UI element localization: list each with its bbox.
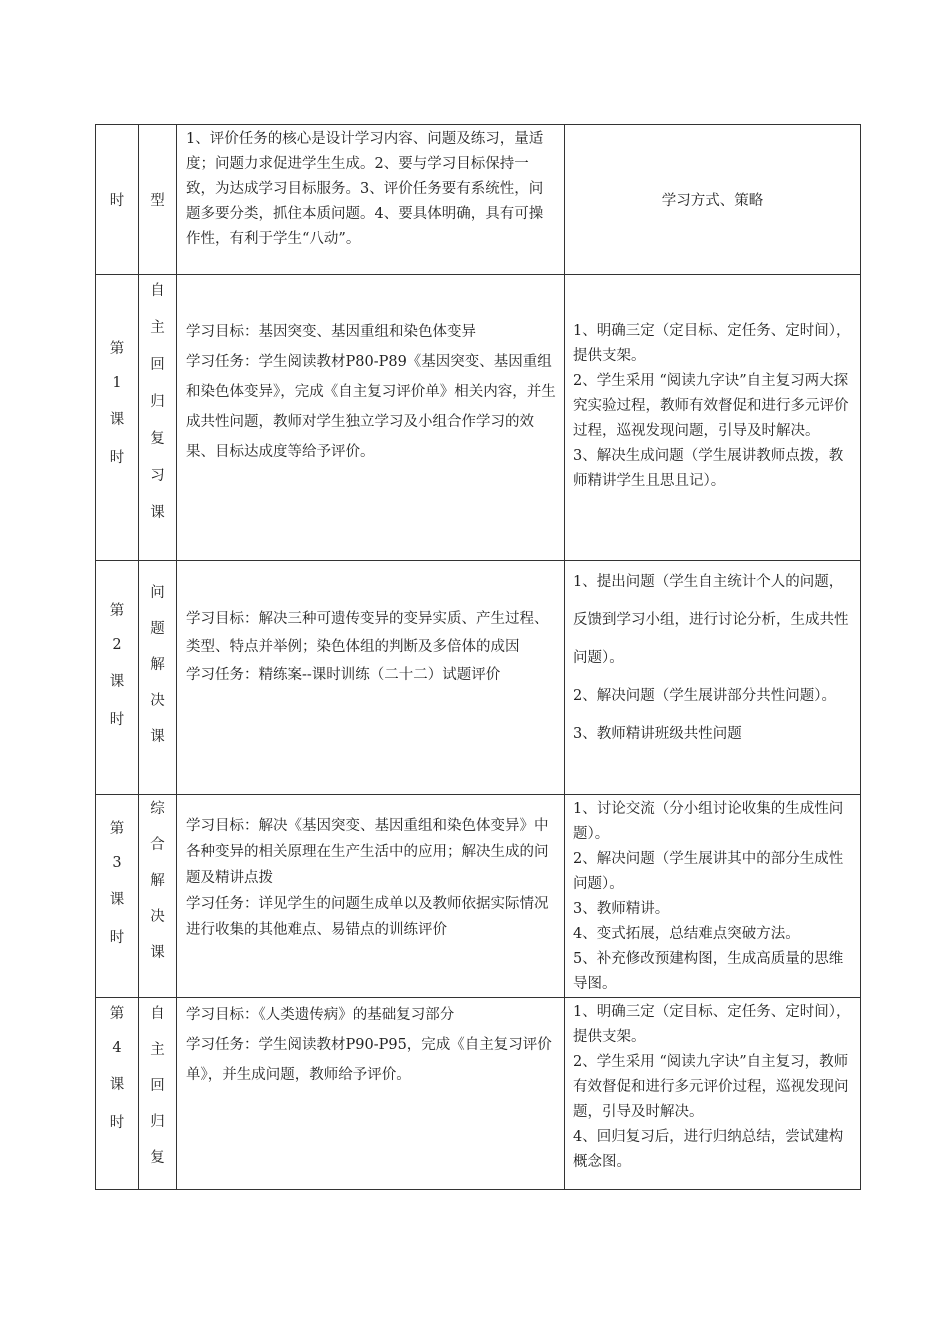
content-cell: 学习目标：解决《基因突变、基因重组和染色体变异》中各种变异的相关原理在生产生活中的应用；解决生成的问题及精讲点拨 学习任务：详见学生的问题生成单以及教师依据实际情况进行收集的其他难点、易错点的训练评价 [177,795,565,998]
header-period: 时 [96,125,139,275]
content-cell: 学习目标：基因突变、基因重组和染色体变异 学习任务：学生阅读教材P80-P89《基因突变、基因重组和染色体变异》，完成《自主复习评价单》相关内容，并生成共性问题，教师对学生独立学习及小组合作学习的效果、目标达成度等给予评价。 [177,275,565,561]
type-cell: 问 题 解 决 课 [139,561,177,795]
strategy-cell: 1、明确三定（定目标、定任务、定时间），提供支架。 2、学生采用 “阅读九字诀”自主复习两大探究实验过程，教师有效督促和进行多元评价过程，巡视发现问题，引导及时解决。 3、解决生成问题（学生展讲教师点拨，教师精讲学生且思且记）。 [565,275,861,561]
header-strategy: 学习方式、策略 [565,125,861,275]
content-cell: 学习目标：《人类遗传病》的基础复习部分 学习任务：学生阅读教材P90-P95，完成《自主复习评价单》，并生成问题，教师给予评价。 [177,998,565,1190]
type-cell: 自 主 回 归 复 习 课 [139,275,177,561]
lesson-row-2 [96,561,861,795]
lesson-row-4 [96,998,861,1190]
period-cell: 第 3 课 时 [96,795,139,998]
header-evaluation-note: 1、评价任务的核心是设计学习内容、问题及练习，量适度；问题力求促进学生生成。2、要与学习目标保持一致，为达成学习目标服务。3、评价任务要有系统性，问题多要分类，抓住本质问题。4、要具体明确，具有可操作性，有利于学生“八动”。 [177,125,565,275]
header-type: 型 [139,125,177,275]
content-cell: 学习目标：解决三种可遗传变异的变异实质、产生过程、类型、特点并举例；染色体组的判断及多倍体的成因 学习任务：精练案--课时训练（二十二）试题评价 [177,561,565,795]
strategy-cell: 1、提出问题（学生自主统计个人的问题，反馈到学习小组，进行讨论分析，生成共性问题）。 2、解决问题（学生展讲部分共性问题）。 3、教师精讲班级共性问题 [565,561,861,795]
period-cell: 第 4 课 时 [96,998,139,1190]
lesson-row-3 [96,795,861,998]
type-cell: 综 合 解 决 课 [139,795,177,998]
strategy-cell: 1、明确三定（定目标、定任务、定时间），提供支架。 2、学生采用 “阅读九字诀”自主复习，教师有效督促和进行多元评价过程，巡视发现问题，引导及时解决。 4、回归复习后，进行归纳总结，尝试建构概念图。 [565,998,861,1190]
strategy-cell: 1、讨论交流（分小组讨论收集的生成性问题）。 2、解决问题（学生展讲其中的部分生成性问题）。 3、教师精讲。 4、变式拓展，总结难点突破方法。 5、补充修改预建构图，生成高质量的思维导图。 [565,795,861,998]
lesson-plan-table [95,124,861,1190]
header-row [96,125,861,275]
period-cell: 第 1 课 时 [96,275,139,561]
lesson-row-1 [96,275,861,561]
period-cell: 第 2 课 时 [96,561,139,795]
type-cell: 自 主 回 归 复 [139,998,177,1190]
